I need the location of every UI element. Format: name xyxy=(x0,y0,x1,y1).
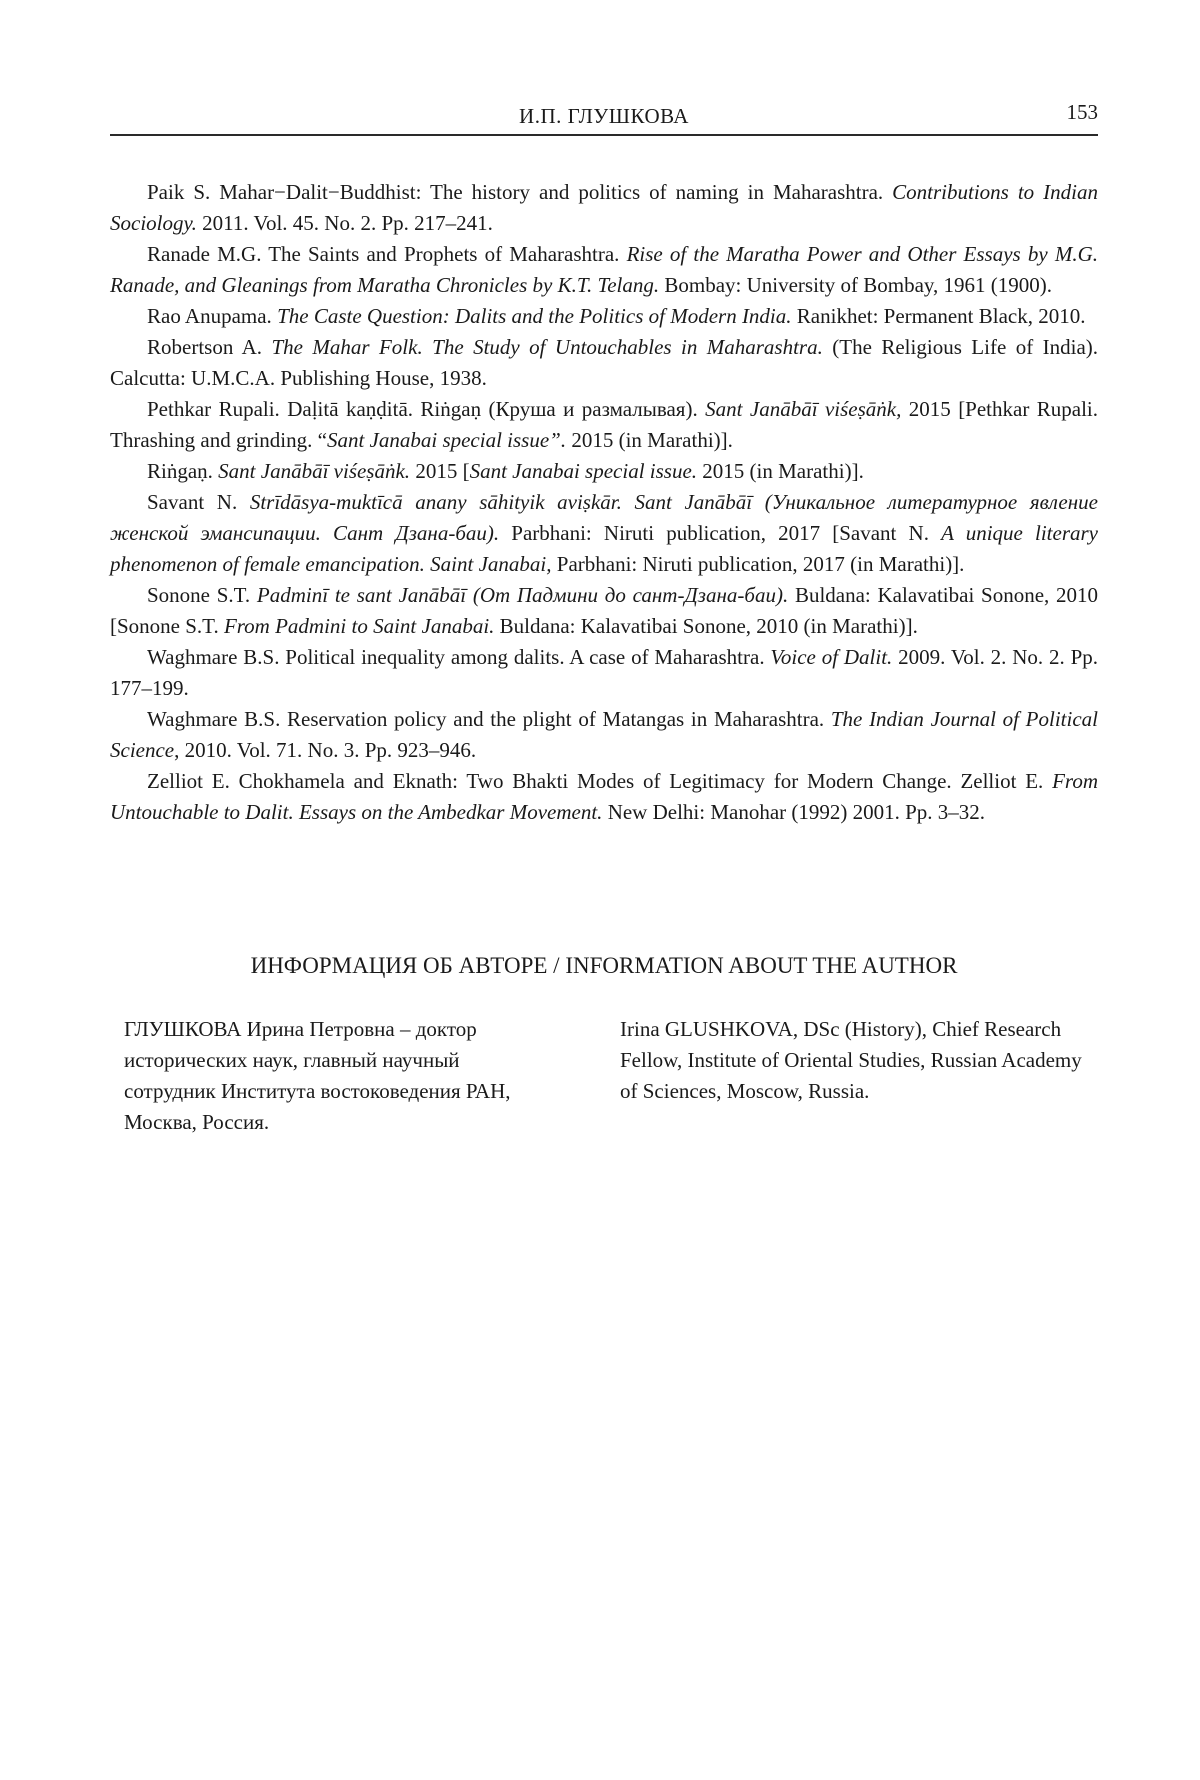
reference-italic: From Untouchable to Dalit. Essays on the Ambedkar Movement. xyxy=(110,769,1098,824)
reference-text: Buldana: Kalavatibai Sonone, 2010 [Sonone S.T. xyxy=(110,583,1099,638)
reference-text: Ranade M.G. The Saints and Prophets of Maharashtra. xyxy=(147,242,627,266)
reference-italic: The Caste Question: Dalits and the Politics of Modern India. xyxy=(277,304,792,328)
reference-italic: Sant Janabai special issue. xyxy=(469,459,698,483)
reference-italic: Sant Janābāī viśeṣāṅk. xyxy=(218,459,411,483)
reference-text: (The Religious Life of India). Calcutta: U.M.C.A. Publishing House, 1938. xyxy=(110,335,1099,390)
page-number: 153 xyxy=(1066,100,1098,124)
reference-text: Parbhani: Niruti publication, 2017 (in Marathi)]. xyxy=(551,552,965,576)
reference-entry xyxy=(110,580,1098,642)
reference-entry xyxy=(110,456,1098,487)
author-info-heading: ИНФОРМАЦИЯ ОБ АВТОРЕ / INFORMATION ABOUT THE AUTHOR xyxy=(250,953,958,978)
reference-italic: From Padmini to Saint Janabai. xyxy=(223,614,495,638)
reference-entry xyxy=(110,487,1098,580)
running-title: И.П. ГЛУШКОВА xyxy=(519,104,689,128)
reference-text: Zelliot E. Chokhamela and Eknath: Two Bhakti Modes of Legitimacy for Modern Change. Zelliot E. xyxy=(147,769,1053,793)
reference-italic: Contributions to Indian Sociology. xyxy=(110,180,1098,235)
reference-entry xyxy=(110,177,1098,239)
running-header xyxy=(110,100,1098,136)
reference-entry xyxy=(110,394,1098,456)
reference-list xyxy=(110,177,1098,828)
reference-entry xyxy=(110,704,1098,766)
author-info-english: Irina GLUSHKOVA, DSc (History), Chief Research Fellow, Institute of Oriental Studies, Russian Academy of Sciences, Moscow, Russia. xyxy=(620,1017,1082,1103)
reference-text: Rao Anupama. xyxy=(147,304,278,328)
reference-text: Waghmare B.S. Reservation policy and the plight of Matangas in Maharashtra. xyxy=(147,707,831,731)
reference-text: Bombay: University of Bombay, 1961 (1900). xyxy=(659,273,1053,297)
reference-text: , 2010. Vol. 71. No. 3. Pp. 923–946. xyxy=(174,738,477,762)
reference-text: Sonone S.T. xyxy=(147,583,257,607)
reference-italic: Sant Janābāī viśeṣāṅk, xyxy=(705,397,902,421)
reference-text: Savant N. xyxy=(147,490,250,514)
reference-italic: Padminī te sant Janābāī (От Падмини до сант-Дзана-баи). xyxy=(256,583,789,607)
reference-italic: Strīdāsya-muktīcā anany sāhityik aviṣkār. Sant Janābāī (Уникальное литературное явление женской эмансипации. Сант Дзана-баи). xyxy=(110,490,1098,545)
reference-text: 2011. Vol. 45. No. 2. Pp. 217–241. xyxy=(196,211,493,235)
reference-italic: The Mahar Folk. The Study of Untouchables in Maharashtra. xyxy=(271,335,823,359)
reference-entry xyxy=(110,332,1098,394)
reference-text: Robertson A. xyxy=(147,335,272,359)
reference-text: 2009. Vol. 2. No. 2. Pp. 177–199. xyxy=(110,645,1098,700)
reference-text: New Delhi: Manohar (1992) 2001. Pp. 3–32. xyxy=(602,800,986,824)
reference-entry xyxy=(110,642,1098,704)
reference-italic: Rise of the Maratha Power and Other Essays by M.G. Ranade, and Gleanings from Maratha Chronicles by K.T. Telang. xyxy=(110,242,1098,297)
reference-italic: Sant Janabai special issue”. xyxy=(326,428,567,452)
reference-text: 2015 (in Marathi)]. xyxy=(566,428,733,452)
reference-text: 2015 [ xyxy=(410,459,470,483)
reference-entry xyxy=(110,301,1098,332)
reference-text: 2015 (in Marathi)]. xyxy=(697,459,864,483)
reference-entry xyxy=(110,766,1098,828)
reference-text: Parbhani: Niruti publication, 2017 [Savant N. xyxy=(499,521,942,545)
reference-text: 2015 [Pethkar Rupali. Thrashing and grinding. “ xyxy=(110,397,1098,452)
reference-text: Riṅgaṇ. xyxy=(147,459,219,483)
reference-italic: Voice of Dalit. xyxy=(770,645,893,669)
reference-text: Ranikhet: Permanent Black, 2010. xyxy=(791,304,1086,328)
reference-text: Paik S. Mahar−Dalit−Buddhist: The history and politics of naming in Maharashtra. xyxy=(147,180,893,204)
reference-text: Waghmare B.S. Political inequality among dalits. A case of Maharashtra. xyxy=(147,645,771,669)
reference-italic: The Indian Journal of Political Science xyxy=(110,707,1099,762)
reference-text: Buldana: Kalavatibai Sonone, 2010 (in Marathi)]. xyxy=(494,614,918,638)
reference-entry xyxy=(110,239,1098,301)
reference-italic: A unique literary phenomenon of female emancipation. Saint Janabai, xyxy=(110,521,1098,576)
reference-text: Pethkar Rupali. Daḷitā kaṇḍitā. Riṅgaṇ (Круша и размалывая). xyxy=(147,397,706,421)
author-info-russian: ГЛУШКОВА Ирина Петровна – доктор исторических наук, главный научный сотрудник Института востоковедения РАН, Москва, Россия. xyxy=(124,1017,511,1134)
